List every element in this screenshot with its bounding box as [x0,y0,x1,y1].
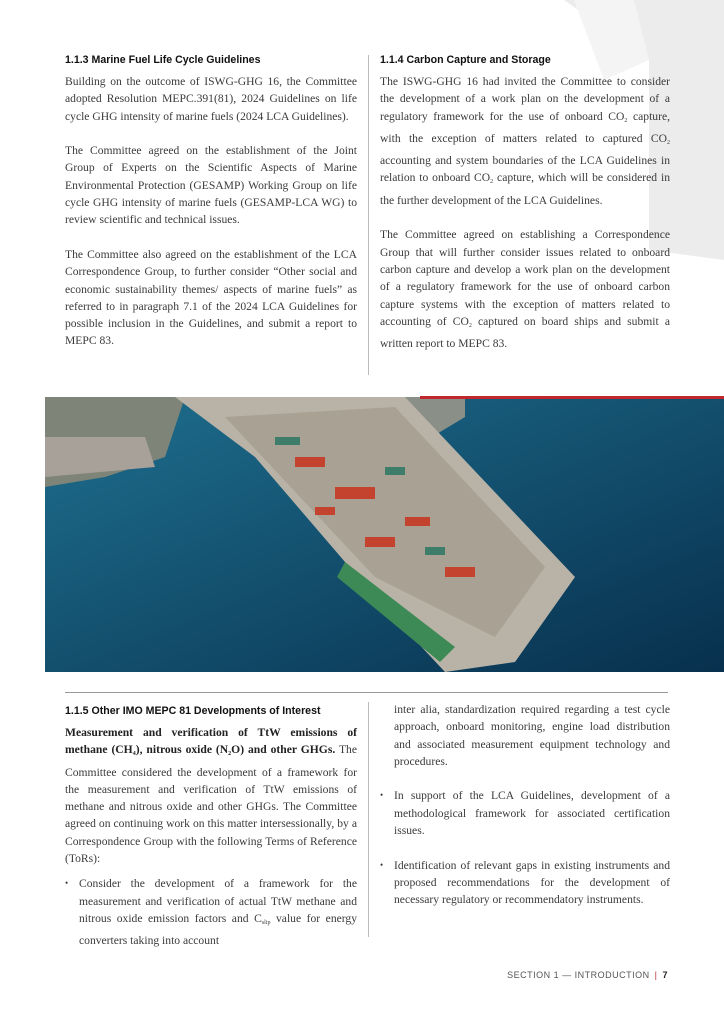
paragraph [65,142,357,228]
text-run: inter alia, standardization required regarding a test cycle approach, onboard monitoring, engine load distribution and associated measurement equipment technology and procedures. [394,703,670,768]
section-heading: 1.1.3 Marine Fuel Life Cycle Guidelines [65,54,261,66]
page-number: 7 [662,970,668,980]
text-run: capture, with the exception of matters related to captured CO [380,109,670,145]
text-run: Consider the development of a framework for the measurement and verification of actual TtW methane and nitrous oxide emission factors and C [79,877,357,925]
subscript: 2 [490,179,494,186]
page-footer [507,970,668,980]
section-1-1-5-continued [380,701,670,926]
paragraph [380,226,670,352]
section-heading: 1.1.5 Other IMO MEPC 81 Developments of Interest [65,705,321,717]
text-run: O) and other GHGs. [231,743,336,757]
list-item-continuation [380,701,670,770]
paragraph [380,73,670,209]
text-run: Building on the outcome of ISWG-GHG 16, the Committee adopted Resolution MEPC.391(81), 2024 Guidelines on life cycle GHG intensity of marine fuels (2024 LCA Guidelines). [65,75,357,123]
column-divider [368,702,369,937]
text-run: capture, which will be considered in the further development of the LCA Guidelines. [380,171,670,207]
text-run: captured on board ships and submit a written report to MEPC 83. [380,314,670,351]
column-divider [368,55,369,375]
text-run: ), nitrous oxide (N [135,743,229,757]
intro-bold [65,726,357,756]
subscript: 2 [667,139,670,146]
text-run: The Committee agreed on the establishment of the Joint Group of Experts on the Scientific Aspects of Marine Environmental Protection (GESAMP) Working Group on life cycle GHG intensity of marine fuels (GESAMP-LCA WG) to review scientific and technical issues. [65,144,357,227]
tors-list [65,875,357,949]
section-divider [65,692,668,693]
subscript: 2 [624,117,628,124]
section-1-1-5 [65,704,357,950]
text-run: The Committee considered the development of a framework for the measurement and verification of TtW emissions of methane and nitrous oxide and other GHGs. The Committee agreed on continuing work on this matter intersessionally, by a Correspondence Group with the following Terms of Reference (ToRs): [65,743,357,866]
section-heading: 1.1.4 Carbon Capture and Storage [380,54,551,66]
section-1-1-3 [65,53,357,367]
port-aerial-photo [45,397,724,672]
paragraph [65,73,357,125]
paragraphs [380,73,670,352]
intro-paragraph [65,724,357,867]
text-run: The ISWG-GHG 16 had invited the Committee to consider the development of a work plan on the development of a regulatory framework for the use of onboard CO [380,75,670,123]
section-label: SECTION 1 — INTRODUCTION [507,970,650,980]
text-run: The Committee agreed on establishing a Correspondence Group that will further consider issues related to onboard carbon capture and develop a work plan on the development of a regulatory framework for the use of onboard carbon capture systems with the exception of matters related to accounting of CO [380,228,670,328]
list-item [65,875,357,949]
text-run: The Committee also agreed on the establishment of the LCA Correspondence Group, to further consider “Other social and economic sustainability themes/ aspects of marine fuels” as referred to in paragraph 7.1 of the 2024 LCA Guidelines for possible inclusion in the Guidelines, and submit a report to MEPC 83. [65,247,357,348]
paragraphs [65,73,357,350]
footer-separator: | [654,970,658,980]
subscript: 4 [132,751,136,758]
text-run: value for energy converters taking into account [79,911,358,948]
accent-line [420,396,724,399]
section-1-1-4 [380,53,670,370]
text-run: Measurement and verification of TtW emissions of methane (CH [65,726,357,757]
paragraph [65,246,357,350]
subscript: 2 [228,751,232,758]
subscript: 2 [468,322,472,329]
list-item [380,787,670,839]
list-item [380,857,670,909]
text-run: Identification of relevant gaps in existing instruments and proposed recommendations for the development of necessary regulatory or recommendatory instruments. [394,858,670,907]
subscript: slip [261,919,271,926]
tors-list-continued [380,701,670,909]
text-run: In support of the LCA Guidelines, development of a methodological framework for associated certification issues. [394,789,670,838]
text-run: accounting and system boundaries of the LCA Guidelines in relation to onboard CO [380,154,670,185]
intro-text [65,743,357,865]
